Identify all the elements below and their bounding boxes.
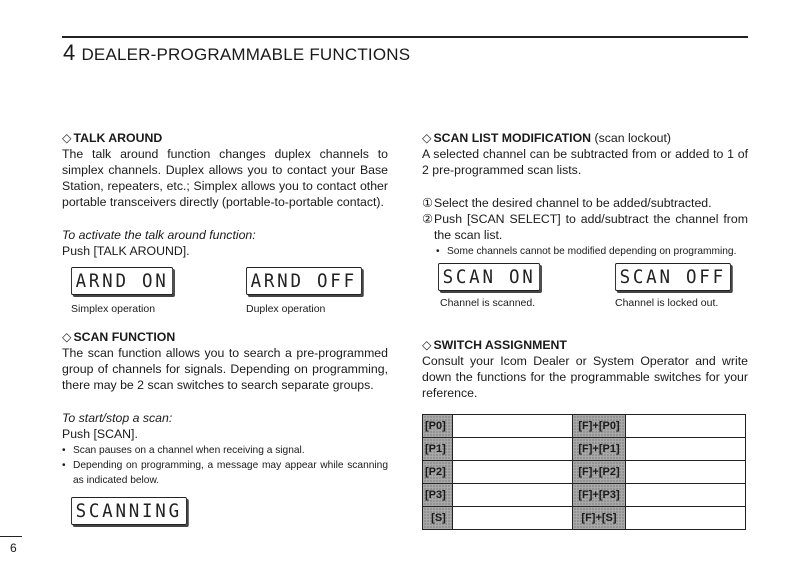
switch-fvalue-cell[interactable] [626, 415, 746, 438]
switch-value-cell[interactable] [453, 415, 573, 438]
step-1-marker: ① [422, 196, 434, 210]
scan-bullets [62, 443, 388, 488]
diamond-icon: ◇ [422, 131, 432, 145]
lcd-scan-on: SCAN ON [438, 263, 540, 291]
lcd-scan-off: SCAN OFF [615, 263, 730, 291]
switch-assignment-heading [422, 337, 748, 353]
left-column [62, 130, 388, 525]
locked-out-caption: Channel is locked out. [615, 297, 719, 309]
scan-instruction: To start/stop a scan: [62, 411, 173, 425]
scan-list-heading [422, 130, 748, 146]
switch-value-cell[interactable] [453, 484, 573, 507]
step-2-text: Push [SCAN SELECT] to add/subtract the channel from the scan list. [434, 212, 748, 242]
scan-function-title: SCAN FUNCTION [73, 330, 176, 344]
talk-around-title: TALK AROUND [73, 131, 163, 145]
diamond-icon: ◇ [62, 131, 72, 145]
lcd-arnd-on: ARND ON [71, 267, 173, 295]
switch-value-cell[interactable] [453, 507, 573, 530]
talk-around-action: Push [TALK AROUND]. [62, 244, 190, 258]
talk-around-body: The talk around function changes duplex channels to simplex channels. Duplex allows you to contact your Base Station, repeaters, etc.; Simplex allows you to contact other portable transceivers directly (portable-to-portable contact). [62, 147, 388, 209]
talk-around-displays [62, 267, 388, 327]
table-row [423, 507, 746, 530]
lcd-scanning: SCANNING [71, 497, 186, 525]
table-row [423, 484, 746, 507]
switch-fvalue-cell[interactable] [626, 438, 746, 461]
page-number: 6 [10, 541, 17, 555]
chapter-number: 4 [63, 40, 76, 65]
duplex-caption: Duplex operation [246, 303, 326, 315]
switch-fkey-cell: [F]+[S] [573, 507, 626, 530]
switch-value-cell[interactable] [453, 461, 573, 484]
scan-list-subtitle: (scan lockout) [594, 131, 672, 145]
scan-list-displays [422, 263, 748, 315]
switch-key-cell: [P1] [423, 438, 453, 461]
list-item: • Scan pauses on a channel when receiving a signal. [62, 443, 388, 458]
scan-list-body: A selected channel can be subtracted from or added to 1 of 2 pre-programmed scan lists. [422, 147, 748, 177]
scan-action: Push [SCAN]. [62, 427, 138, 441]
scan-list-bullets [422, 244, 748, 259]
switch-key-cell: [S] [423, 507, 453, 530]
switch-fkey-cell: [F]+[P3] [573, 484, 626, 507]
switch-fkey-cell: [F]+[P2] [573, 461, 626, 484]
chapter-title: DEALER-PROGRAMMABLE FUNCTIONS [81, 45, 411, 64]
diamond-icon: ◇ [62, 330, 72, 344]
switch-value-cell[interactable] [453, 438, 573, 461]
switch-fvalue-cell[interactable] [626, 484, 746, 507]
table-row [423, 438, 746, 461]
switch-assignment-body: Consult your Icom Dealer or System Operator and write down the functions for the programmable switches for your reference. [422, 354, 748, 400]
right-column [422, 130, 748, 401]
switch-assignment-title: SWITCH ASSIGNMENT [433, 338, 567, 352]
header-rule [62, 36, 748, 38]
table-row [423, 415, 746, 438]
step-1-text: Select the desired channel to be added/subtracted. [434, 196, 712, 210]
switch-fkey-cell: [F]+[P0] [573, 415, 626, 438]
table-row [423, 461, 746, 484]
step-2 [422, 211, 748, 243]
scan-list-title: SCAN LIST MODIFICATION [433, 131, 592, 145]
scanned-caption: Channel is scanned. [440, 297, 536, 309]
talk-around-heading [62, 130, 388, 146]
simplex-caption: Simplex operation [71, 303, 156, 315]
talk-around-instruction: To activate the talk around function: [62, 228, 256, 242]
switch-key-cell: [P2] [423, 461, 453, 484]
scan-function-heading [62, 329, 388, 345]
switch-key-cell: [P0] [423, 415, 453, 438]
switch-fvalue-cell[interactable] [626, 461, 746, 484]
page-header [63, 40, 748, 66]
list-item: • Some channels cannot be modified depending on programming. [436, 244, 748, 259]
page-rule [0, 536, 22, 537]
scan-function-body: The scan function allows you to search a pre-programmed group of channels for signals. Depending on programming, there may be 2 scan switches to search separate groups. [62, 346, 388, 392]
switch-assignment-table [422, 414, 746, 530]
diamond-icon: ◇ [422, 338, 432, 352]
lcd-arnd-off: ARND OFF [246, 267, 361, 295]
list-item: • Depending on programming, a message may appear while scanning as indicated below. [62, 458, 388, 488]
step-1 [422, 195, 748, 211]
switch-fkey-cell: [F]+[P1] [573, 438, 626, 461]
step-2-marker: ② [422, 212, 434, 226]
switch-fvalue-cell[interactable] [626, 507, 746, 530]
switch-key-cell: [P3] [423, 484, 453, 507]
